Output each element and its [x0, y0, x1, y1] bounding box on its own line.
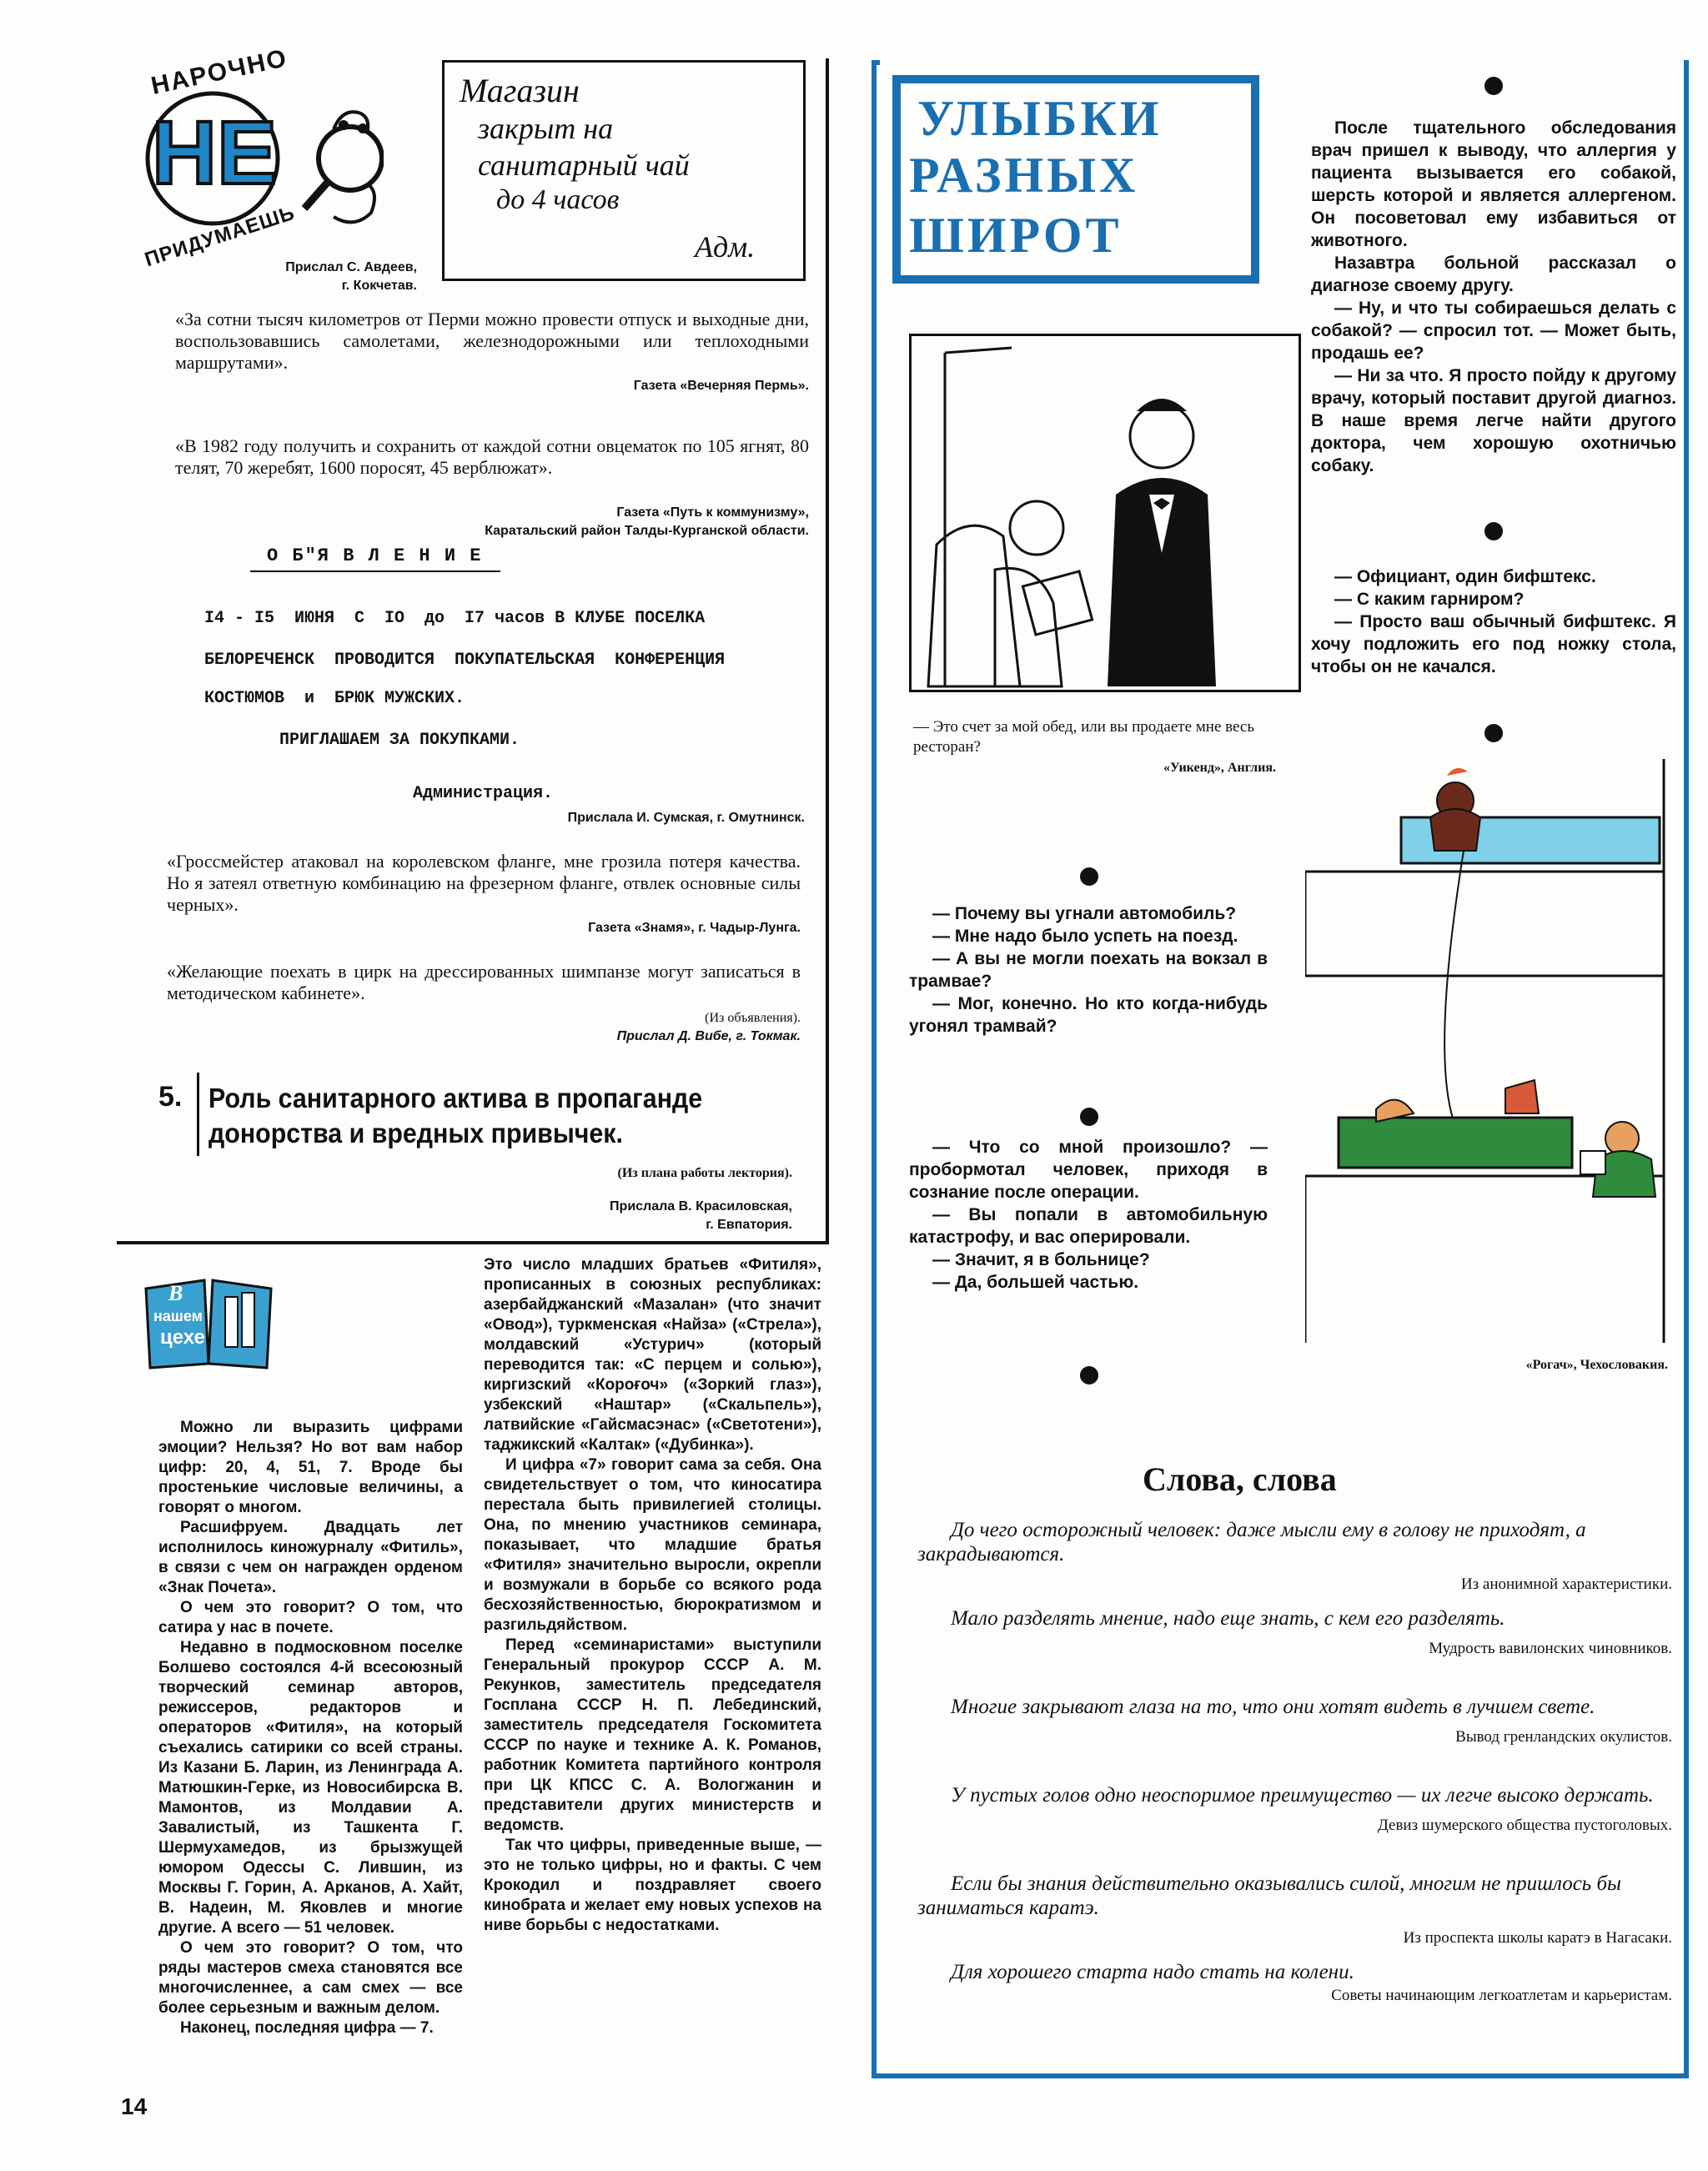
cartoon-2-source: «Рогач», Чехословакия. — [1525, 1358, 1668, 1372]
page-number: 14 — [121, 2093, 148, 2119]
note-line-2: закрыт на — [478, 112, 614, 145]
sender-6-line-1: Прислала В. Красиловская, — [610, 1199, 792, 1214]
saying-4-text: У пустых голов одно неоспоримое преимущество — их легче высоко держать. — [951, 1784, 1654, 1807]
ad-sign: Администрация. — [413, 784, 554, 803]
quote-5: «Желающие поехать в цирк на дрессированных шимпанзе могут записаться в методическом кабинете». — [167, 961, 801, 1003]
ad-line-3: КОСТЮМОВ и БРЮК МУЖСКИХ. — [204, 689, 465, 708]
tseh-col1-p6: Наконец, последняя цифра — 7. — [180, 2019, 434, 2037]
logo-big-text: НЕ — [152, 102, 278, 203]
tseh-logo-line-2: нашем — [153, 1308, 203, 1324]
tseh-col1-p1: Можно ли выразить цифрами эмоции? Нельзя? Но вот вам набор цифр: 20, 4, 51, 7. Вроде бы простенькие числовые величины, а говорят о многом. — [158, 1419, 463, 1516]
sender-1 — [125, 259, 417, 295]
quote-2: «В 1982 году получить и сохранить от каждой сотни овцематок по 105 ягнят, 80 телят, 70 жеребят, 1600 поросят, 45 верблюжат». — [175, 435, 809, 478]
source-4: Газета «Знамя», г. Чадыр-Лунга. — [588, 921, 801, 935]
quote-4: «Гроссмейстер атаковал на королевском фланге, мне грозила потеря качества. Но я затеял ответную комбинацию на фрезерном фланге, отвлек основные силы черных». — [167, 851, 801, 915]
title-box — [892, 75, 1259, 284]
sayings-list — [917, 1518, 1672, 2027]
joke-2 — [1311, 565, 1676, 678]
sender-6-line-2: г. Евпатория. — [706, 1218, 792, 1232]
tseh-col1-p3: О чем это говорит? О том, что сатира у нас в почете. — [158, 1599, 463, 1636]
joke-1-p2: Назавтра больной рассказал о диагнозе своему другу. — [1311, 254, 1676, 295]
logo-bottom-text: ПРИДУМАЕШЬ — [142, 201, 298, 272]
joke-2-p3: — Просто ваш обычный бифштекс. Я хочу подложить его под ножку стола, чтобы он не качался. — [1311, 612, 1676, 676]
cartoon-monkey-balcony — [1305, 759, 1680, 1359]
joke-4-p1: — Что со мной произошло? — пробормотал человек, приходя в сознание после операции. — [909, 1138, 1268, 1202]
cartoon-restaurant — [909, 334, 1301, 692]
sender-6 — [417, 1198, 792, 1234]
saying-1-text: До чего осторожный человек: даже мысли ему в голову не приходят, а закрадываются. — [917, 1519, 1586, 1565]
note-signature: Адм. — [695, 230, 756, 264]
handwritten-note — [442, 60, 806, 281]
sender-3: Прислала И. Сумская, г. Омутнинск. — [567, 811, 805, 825]
separator-dot-4 — [1080, 1108, 1098, 1126]
saying-6 — [917, 1960, 1672, 2027]
monkey-balcony-drawing — [1305, 759, 1680, 1359]
joke-3-p3: — А вы не могли поехать на вокзал в трамвае? — [909, 949, 1268, 991]
tseh-col2-p2: И цифра «7» говорит сама за себя. Она свидетельствует о том, что киносатира перестала быть привилегией столицы. Она, по мнению участников семинара, показывает, что младшие братья «Фитиля» значительно выросли, окрепли и возмужали в борьбе со всякого рода бесхозяйственностью, бюрократизмом и разгильдяйством. — [484, 1456, 821, 1634]
joke-3-p2: — Мне надо было успеть на поезд. — [932, 927, 1238, 946]
ad-line-2: БЕЛОРЕЧЕНСК ПРОВОДИТСЯ ПОКУПАТЕЛЬСКАЯ КОНФЕРЕНЦИЯ — [204, 651, 726, 670]
separator-dot-2 — [1484, 522, 1503, 540]
tseh-logo — [142, 1276, 275, 1372]
source-5-line-2: Прислал Д. Вибе, г. Токмак. — [616, 1029, 801, 1043]
joke-1-p4: — Ни за что. Я просто пойду к другому врачу, который поставит другой диагноз. В наше время легче найти другого доктора, чем хорошую охотничью собаку. — [1311, 366, 1676, 475]
source-2-line-1: Газета «Путь к коммунизму», — [616, 505, 809, 520]
ad-line-1: I4 - I5 ИЮНЯ С IO до I7 часов В КЛУБЕ ПОСЕЛКА — [204, 609, 706, 628]
title-line-2: РАЗНЫХ — [909, 148, 1139, 203]
tseh-col2-p1: Это число младших братьев «Фитиля», прописанных в союзных республиках: азербайджанский «Мазалан» (что значит «Овод»), туркменская «Найза» («Стрела»), молдавский «Устурич» (который переводится так: «С перцем и солью»), киргизский «Короғоч» («Зоркий глаз»), узбекский «Наштар» («Скальпель»), латвийские «Гайсмасэнас» («Светотени»), таджикский «Калтак» («Дубинка»). — [484, 1256, 821, 1454]
tseh-logo-line-3: цехе — [160, 1326, 205, 1349]
separator-dot-6 — [1484, 724, 1503, 742]
tseh-col1-p5: О чем это говорит? О том, что ряды мастеров смеха становятся все многочисленнее, а сам смех — все более серьезным и важным делом. — [158, 1939, 463, 2017]
cartoon-1-caption: — Это счет за мой обед, или вы продаете мне весь ресторан? — [913, 718, 1255, 756]
source-6: (Из плана работы лектория). — [617, 1166, 792, 1180]
saying-3-text: Многие закрывают глаза на то, что они хотят видеть в лучшем свете. — [951, 1696, 1595, 1718]
separator-dot-1 — [1484, 77, 1503, 95]
separator-dot-3 — [1080, 867, 1098, 886]
title-line-3: ШИРОТ — [909, 208, 1123, 263]
logo-top-text: НАРОЧНО — [148, 44, 290, 100]
saying-6-text: Для хорошего старта надо стать на колени. — [951, 1961, 1354, 1983]
saying-2 — [917, 1606, 1672, 1695]
tseh-col1-p2: Расшифруем. Двадцать лет исполнилось киножурналу «Фитиль», в связи с чем он награжден орденом «Знак Почета». — [158, 1519, 463, 1596]
joke-4-p2: — Вы попали в автомобильную катастрофу, и вас оперировали. — [909, 1205, 1268, 1247]
source-1: Газета «Вечерняя Пермь». — [633, 379, 809, 393]
source-5-line-1: (Из объявления). — [705, 1011, 801, 1025]
saying-1 — [917, 1518, 1672, 1606]
saying-3 — [917, 1695, 1672, 1783]
saying-5-source: Из проспекта школы каратэ в Нагасаки. — [1403, 1929, 1672, 1947]
left-frame-right-border — [826, 58, 829, 1243]
words-title: Слова, слова — [1143, 1460, 1337, 1498]
tseh-logo-line-1: В — [168, 1281, 183, 1305]
saying-4 — [917, 1783, 1672, 1872]
left-frame-bottom-border — [117, 1241, 829, 1244]
joke-4 — [909, 1136, 1268, 1294]
source-2-line-2: Каратальский район Талды-Курганской области. — [485, 524, 809, 538]
tseh-column-2 — [484, 1255, 821, 1936]
separator-dot-5 — [1080, 1366, 1098, 1385]
sender-1-city: г. Кокчетав. — [341, 279, 417, 293]
saying-4-source: Девиз шумерского общества пустоголовых. — [1377, 1817, 1672, 1834]
saying-3-source: Вывод гренландских окулистов. — [1455, 1728, 1672, 1746]
source-5 — [334, 1009, 801, 1046]
saying-2-text: Мало разделять мнение, надо еще знать, с кем его разделять. — [951, 1607, 1505, 1630]
joke-4-p4: — Да, большей частью. — [932, 1273, 1139, 1292]
ad-title-underline — [250, 570, 500, 572]
note-line-1: Магазин — [460, 72, 580, 109]
right-blue-frame-top-left — [872, 60, 880, 65]
sender-1-name: Прислал С. Авдеев, — [285, 260, 417, 274]
joke-3-p4: — Мог, конечно. Но кто когда-нибудь угонял трамвай? — [909, 994, 1268, 1036]
restaurant-cartoon-drawing — [912, 336, 1299, 690]
saying-6-source: Советы начинающим легкоатлетам и карьеристам. — [1331, 1987, 1672, 2004]
note-line-4: до 4 часов — [496, 184, 620, 215]
joke-3 — [909, 902, 1268, 1038]
title-line-1: УЛЫБКИ — [917, 91, 1163, 146]
joke-2-p1: — Официант, один бифштекс. — [1334, 567, 1596, 586]
saying-1-source: Из анонимной характеристики. — [1460, 1575, 1672, 1593]
joke-1 — [1311, 117, 1676, 477]
tseh-col1-p4: Недавно в подмосковном поселке Болшево состоялся 4-й всесоюзный творческий семинар авторов, режиссеров, редакторов и операторов «Фитиля», на который съехались сатирики со всей страны. Из Казани Б. Ларин, из Ленинграда А. Матюшкин-Герке, из Новосибирска В. Мамонтов, из Молдавии А. Завалистый, из Ташкента Г. Шермухамедов, из брызжущей юмором Одессы С. Лившин, из Москвы Г. Горин, А. Арканов, А. Хайт, В. Надеин, М. Яковлев и многие другие. А всего — 51 человек. — [158, 1639, 463, 1937]
joke-3-p1: — Почему вы угнали автомобиль? — [932, 904, 1237, 923]
joke-1-p3: — Ну, и что ты собираешься делать с собакой? — спросил тот. — Может быть, продашь ее? — [1311, 299, 1676, 363]
joke-4-p3: — Значит, я в больнице? — [932, 1250, 1150, 1269]
quote-1: «За сотни тысяч километров от Перми можно провести отпуск и выходные дни, воспользовавшись самолетами, железнодорожными или теплоходными маршрутами». — [175, 309, 809, 373]
joke-1-p1: После тщательного обследования врач пришел к выводу, что аллергия у пациента вызывается его собакой, шерсть которой и является аллергеном. Он посоветовал ему избавиться от животного. — [1311, 118, 1676, 250]
saying-5 — [917, 1872, 1672, 1960]
ad-line-4: ПРИГЛАШАЕМ ЗА ПОКУПКАМИ. — [279, 731, 520, 750]
item-number: 5. — [158, 1081, 183, 1113]
cartoon-1-source: «Уикенд», Англия. — [1163, 761, 1276, 775]
tseh-column-1 — [158, 1418, 463, 2038]
saying-5-text: Если бы знания действительно оказывались силой, многим не пришлось бы заниматься каратэ. — [917, 1872, 1621, 1919]
item-bar — [197, 1073, 199, 1156]
note-line-3: санитарный чай — [478, 148, 690, 182]
ad-title: О Б"Я В Л Е Н И Е — [267, 545, 483, 566]
source-2 — [250, 504, 809, 540]
tseh-col2-p4: Так что цифры, приведенные выше, — это не только цифры, но и факты. С чем Крокодил и поздравляет своего кинобрата и желает ему новых успехов на ниве борьбы с недостатками. — [484, 1837, 821, 1934]
item-text: Роль санитарного актива в пропаганде донорства и вредных привычек. — [208, 1083, 703, 1148]
saying-2-source: Мудрость вавилонских чиновников. — [1429, 1640, 1672, 1657]
tseh-col2-p3: Перед «семинаристами» выступили Генеральный прокурор СССР А. М. Рекунков, заместитель председателя Госплана СССР Н. П. Лебединский, заместитель председателя Госкомитета СССР по науке и технике А. К. Романов, работник Комитета партийного контроля при ЦК КПСС С. А. Вологжанин и представители других министерств и ведомств. — [484, 1636, 821, 1834]
joke-2-p2: — С каким гарниром? — [1334, 590, 1525, 609]
